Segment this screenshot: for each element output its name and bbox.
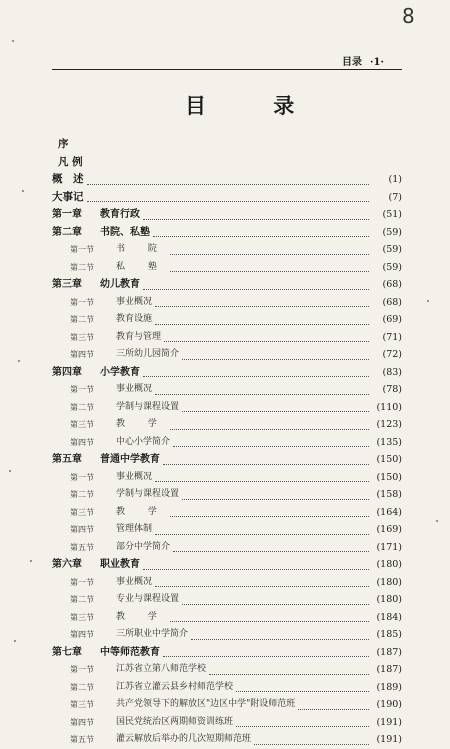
dot-leader [153,227,369,237]
chapter-number: 第一章 [52,209,82,220]
section-number: 第五节 [70,542,94,552]
dot-leader [170,245,369,255]
toc-entry-chapter [52,644,402,662]
toc-entry-section [52,696,402,714]
toc-entry-chapter [52,451,402,469]
section-number: 第三节 [70,700,94,709]
toc-entry-section [52,731,402,749]
page-reference: (150) [376,471,402,483]
toc-entry-chapter [52,276,402,294]
page-reference: (59) [382,244,402,255]
chapter-title: 职业教育 [100,559,140,570]
section-title: 部分中学简介 [116,541,171,552]
toc-entry-section [52,714,402,732]
section-title: 共产党领导下的解放区"边区中学"附设师范班 [116,699,296,709]
dot-leader [298,700,369,710]
section-number: 第一节 [70,577,94,587]
page-reference: (180) [376,594,402,605]
dot-leader [254,735,369,745]
page-reference: (68) [382,279,402,290]
page-reference: (190) [376,699,402,710]
dot-leader [163,647,369,657]
toc-entry-front [52,154,402,172]
chapter-number: 第五章 [52,454,82,465]
section-title: 江苏省立灌云县乡村师范学校 [116,681,234,692]
toc-entry-section [52,381,402,399]
section-title: 专业与课程设置 [116,594,180,604]
page-reference: (180) [376,576,402,588]
page-reference: (110) [376,401,402,413]
section-title: 教育与管理 [116,331,162,342]
dot-leader [170,262,369,272]
dot-leader [155,315,369,325]
section-number: 第一节 [70,472,94,482]
toc-entry-section [52,609,402,627]
dot-leader [182,595,369,605]
section-number: 第五节 [70,735,94,744]
page-reference: (158) [376,489,402,500]
chapter-title: 幼儿教育 [100,279,140,290]
dot-leader [173,437,369,447]
toc-entry-chapter [52,364,402,382]
toc-entry-section [52,679,402,697]
toc-entry-section [52,504,402,522]
chapter-title: 教育行政 [100,209,140,220]
section-number: 第四节 [70,630,94,639]
section-number: 第一节 [70,297,94,307]
section-title: 江苏省立第八师范学校 [116,664,207,674]
section-number: 第四节 [70,717,94,727]
toc-entry-section [52,591,402,609]
section-title: 国民党统治区两期师资训练班 [116,716,234,727]
page-reference: (189) [376,681,402,693]
toc-entry-section [52,626,402,644]
section-number: 第一节 [70,665,94,674]
section-number: 第二节 [70,315,94,324]
section-number: 第一节 [70,245,94,254]
dot-leader [191,630,369,640]
section-title: 教 学 [116,611,167,622]
page-reference: (83) [382,366,402,378]
dot-leader [143,280,369,290]
front-title: 凡 例 [58,155,83,168]
dot-leader [143,560,369,570]
page-reference: (7) [388,191,402,203]
section-number: 第二节 [70,262,94,272]
dot-leader [182,402,369,412]
running-title: 目录 [342,57,362,68]
toc-entry-section [52,399,402,417]
page-number: ·1· [370,57,384,68]
page-reference: (69) [382,314,402,325]
section-title: 灌云解放后举办的几次短期师范班 [116,734,252,744]
chapter-title: 普通中学教育 [100,454,160,465]
front-title: 大事记 [52,190,84,203]
dot-leader [155,525,369,535]
page-reference: (71) [382,331,402,343]
toc-entry-section [52,259,402,277]
dot-leader [155,385,369,395]
page-reference: (1) [388,174,402,185]
dot-leader [236,717,369,727]
toc-entry-section [52,661,402,679]
dot-leader [155,297,369,307]
section-title: 学制与课程设置 [116,401,180,412]
section-title: 教育设施 [116,314,153,324]
toc-entry-section [52,521,402,539]
dot-leader [182,490,369,500]
toc-entry-section [52,486,402,504]
dot-leader [143,367,369,377]
toc-entry-section [52,574,402,592]
toc-entry-chapter [52,556,402,574]
section-number: 第二节 [70,682,94,692]
section-title: 教 学 [116,506,167,517]
dot-leader [236,682,369,692]
section-number: 第三节 [70,332,94,342]
page-reference: (51) [382,209,402,220]
section-title: 管理体制 [116,524,153,534]
page-reference: (184) [376,611,402,623]
page-reference: (59) [382,226,402,238]
page-reference: (180) [376,559,402,570]
dot-leader [170,507,369,517]
handwritten-page-mark: 8 [402,4,415,28]
toc-entry-section [52,416,402,434]
page-title: 目 录 [185,93,325,118]
page-reference: (150) [376,454,402,465]
section-number: 第二节 [70,402,94,412]
dot-leader [143,210,369,220]
toc-entry-front [52,136,402,154]
chapter-number: 第二章 [52,226,82,238]
dot-leader [170,612,369,622]
toc-entry-section [52,311,402,329]
chapter-number: 第四章 [52,366,82,378]
front-title: 序 [58,138,69,150]
toc-entry-front [52,189,402,207]
page-reference: (72) [382,349,402,360]
page-reference: (164) [376,506,402,518]
section-number: 第四节 [70,525,94,534]
page-reference: (123) [376,419,402,430]
dot-leader [164,332,369,342]
section-title: 中心小学简介 [116,436,171,447]
toc-entry-section [52,241,402,259]
page-reference: (191) [376,734,402,745]
dot-leader [87,192,370,202]
section-title: 事业概况 [116,384,153,394]
page-reference: (191) [376,716,402,728]
section-number: 第三节 [70,420,94,429]
chapter-number: 第三章 [52,279,82,290]
toc-entry-front [52,171,402,189]
dot-leader [155,577,369,587]
page-reference: (169) [376,524,402,535]
page-reference: (187) [376,646,402,658]
section-title: 书 院 [116,244,167,254]
dot-leader [163,455,369,465]
toc-entry-section [52,346,402,364]
dot-leader [155,472,369,482]
section-number: 第三节 [70,612,94,622]
chapter-number: 第七章 [52,646,82,658]
running-header [342,53,384,68]
toc-entry-section [52,294,402,312]
section-number: 第二节 [70,490,94,499]
toc-entry-section [52,469,402,487]
chapter-number: 第六章 [52,559,82,570]
section-title: 三所幼儿园简介 [116,349,180,359]
toc-entry-chapter [52,224,402,242]
page-reference: (185) [376,629,402,640]
toc-entry-section [52,539,402,557]
chapter-title: 书院、私塾 [100,226,150,238]
section-title: 三所职业中学简介 [116,629,189,639]
dot-leader [173,542,369,552]
chapter-title: 中等师范教育 [100,646,160,658]
header-rule [52,69,402,70]
front-title: 概 述 [52,173,84,185]
section-title: 事业概况 [116,296,153,307]
section-title: 学制与课程设置 [116,489,180,499]
section-number: 第一节 [70,385,94,394]
section-number: 第二节 [70,595,94,604]
page-reference: (187) [376,664,402,675]
toc-entry-section [52,329,402,347]
section-title: 事业概况 [116,576,153,587]
section-title: 事业概况 [116,471,153,482]
dot-leader [209,665,369,675]
toc-entry-chapter [52,206,402,224]
section-number: 第三节 [70,507,94,517]
page-reference: (59) [382,261,402,273]
page-reference: (135) [376,436,402,448]
page-reference: (78) [382,384,402,395]
page-reference: (68) [382,296,402,308]
dot-leader [170,420,369,430]
page-reference: (171) [376,541,402,553]
dot-leader [87,175,370,185]
toc-entry-section [52,434,402,452]
section-number: 第四节 [70,437,94,447]
section-title: 教 学 [116,419,167,429]
section-number: 第四节 [70,350,94,359]
section-title: 私 塾 [116,261,167,272]
dot-leader [182,350,369,360]
chapter-title: 小学教育 [100,366,140,378]
